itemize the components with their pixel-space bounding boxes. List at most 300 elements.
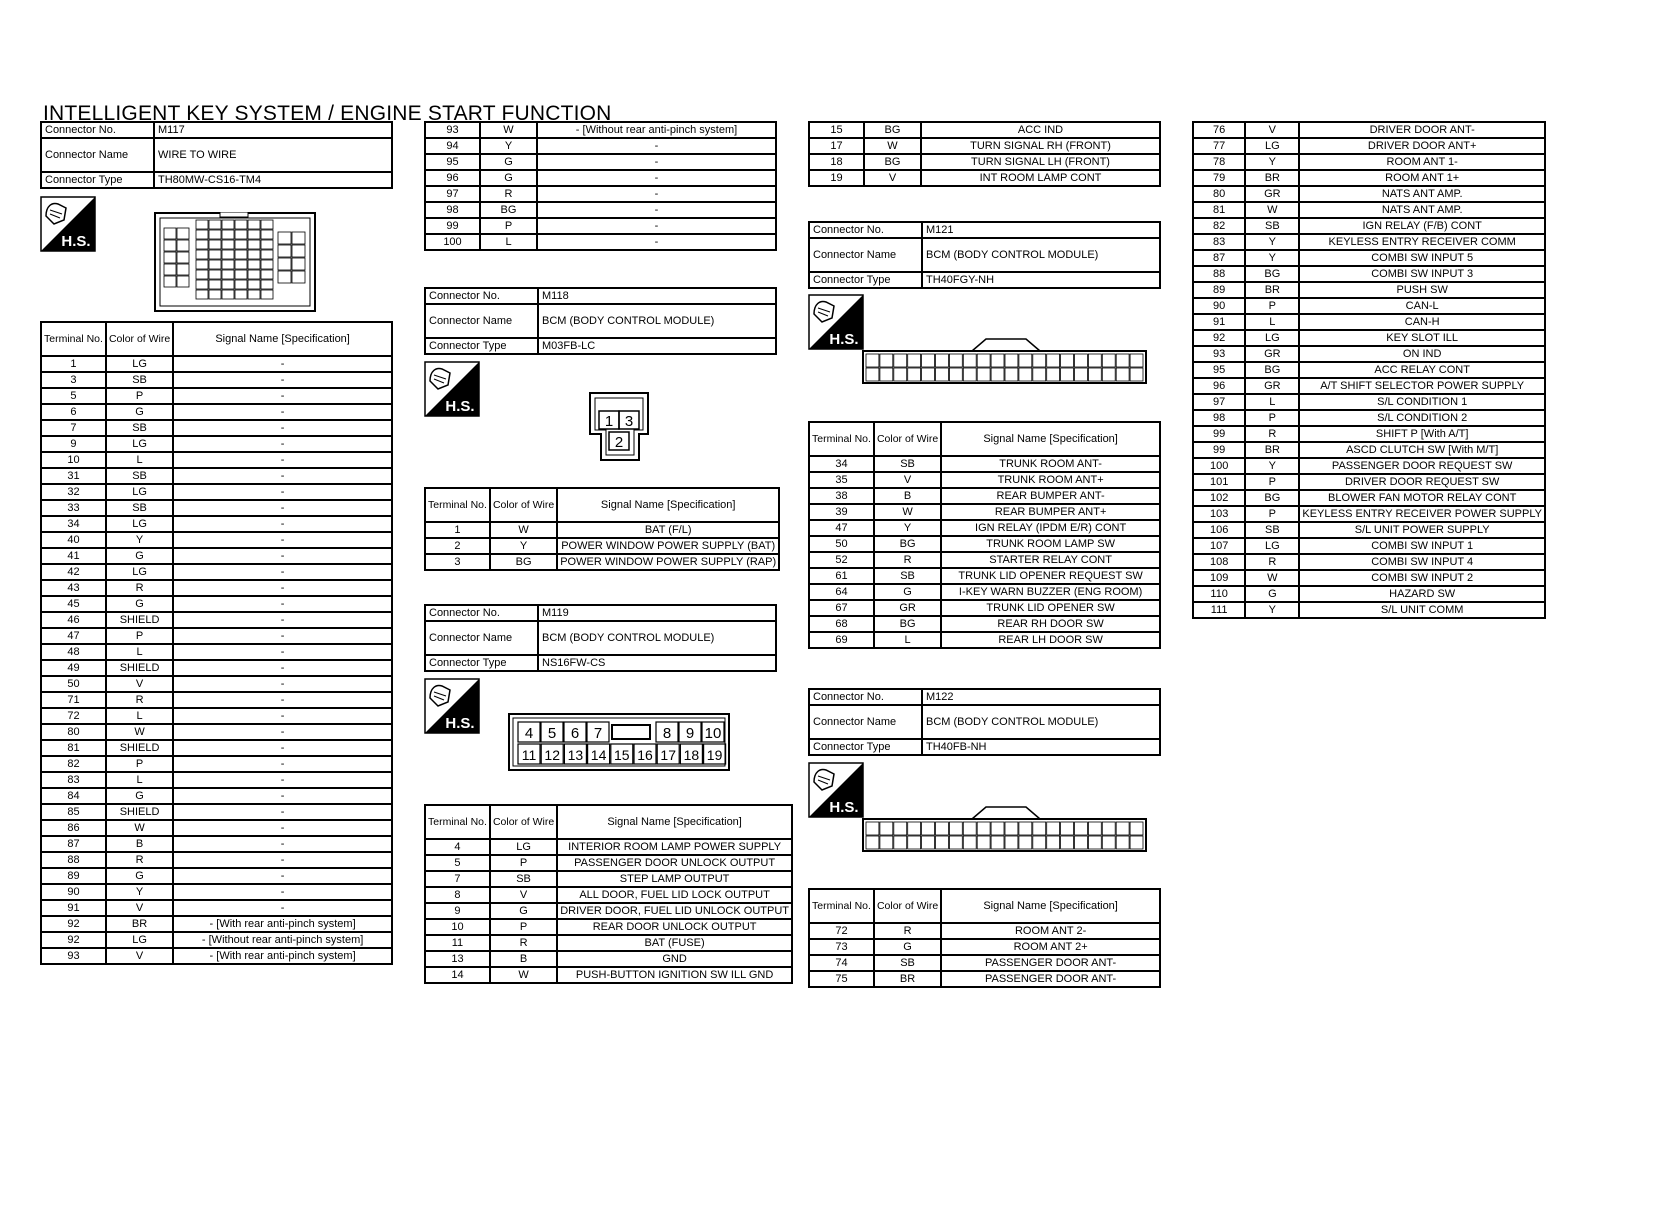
table-row: [1193, 250, 1545, 266]
terminal-no-cell: 88: [41, 852, 106, 868]
wire-color-cell: Y: [1245, 234, 1299, 250]
terminal-table-m121: [808, 421, 1161, 649]
wire-color-cell: SHIELD: [106, 660, 173, 676]
wire-color-cell: R: [874, 552, 941, 568]
wire-color-cell: P: [106, 388, 173, 404]
signal-name-cell: PUSH-BUTTON IGNITION SW ILL GND: [557, 967, 792, 983]
terminal-no-cell: 83: [1193, 234, 1245, 250]
terminal-no-cell: 7: [425, 871, 490, 887]
table-row: [41, 708, 392, 724]
wire-color-cell: V: [106, 948, 173, 964]
table-row: [425, 186, 776, 202]
wire-color-cell: GR: [1245, 378, 1299, 394]
signal-name-cell: - [With rear anti-pinch system]: [173, 916, 392, 932]
signal-name-cell: DRIVER DOOR ANT-: [1299, 122, 1545, 138]
table-row: [425, 202, 776, 218]
pin-label: 5: [547, 725, 557, 742]
wire-color-cell: LG: [1245, 538, 1299, 554]
table-row: [809, 955, 1160, 971]
wire-color-cell: P: [1245, 298, 1299, 314]
signal-name-cell: ROOM ANT 1+: [1299, 170, 1545, 186]
table-row: [41, 852, 392, 868]
terminal-no-cell: 2: [425, 538, 490, 554]
signal-name-cell: PASSENGER DOOR UNLOCK OUTPUT: [557, 855, 792, 871]
table-row: [809, 170, 1160, 186]
terminal-no-cell: 19: [809, 170, 864, 186]
signal-name-cell: IGN RELAY (IPDM E/R) CONT: [941, 520, 1160, 536]
terminal-no-cell: 87: [1193, 250, 1245, 266]
signal-name-cell: S/L UNIT COMM: [1299, 602, 1545, 618]
table-row: [1193, 154, 1545, 170]
table-row: [1193, 346, 1545, 362]
terminal-no-cell: 5: [41, 388, 106, 404]
table-row: [1193, 298, 1545, 314]
signal-name-cell: STEP LAMP OUTPUT: [557, 871, 792, 887]
pins-table: [808, 121, 1161, 187]
wire-color-cell: Y: [874, 520, 941, 536]
signal-header: Signal Name [Specification]: [173, 322, 392, 356]
wire-color-cell: SB: [106, 372, 173, 388]
signal-name-cell: ON IND: [1299, 346, 1545, 362]
terminal-no-cell: 101: [1193, 474, 1245, 490]
terminal-no-cell: 97: [425, 186, 480, 202]
wire-color-cell: V: [106, 900, 173, 916]
signal-name-cell: REAR BUMPER ANT-: [941, 488, 1160, 504]
table-row: [41, 804, 392, 820]
signal-name-cell: PASSENGER DOOR ANT-: [941, 955, 1160, 971]
wire-color-cell: B: [106, 836, 173, 852]
signal-name-cell: S/L CONDITION 1: [1299, 394, 1545, 410]
table-row: [41, 868, 392, 884]
wire-color-cell: L: [1245, 394, 1299, 410]
wire-color-cell: LG: [490, 839, 557, 855]
signal-name-cell: IGN RELAY (F/B) CONT: [1299, 218, 1545, 234]
terminal-no-cell: 34: [41, 516, 106, 532]
wire-color-cell: G: [490, 903, 557, 919]
terminal-no-cell: 99: [1193, 426, 1245, 442]
signal-name-cell: TRUNK ROOM ANT+: [941, 472, 1160, 488]
wire-color-cell: G: [874, 939, 941, 955]
color-header: Color of Wire: [490, 805, 557, 839]
connector-no-value: M119: [538, 605, 776, 621]
wire-color-cell: W: [1245, 202, 1299, 218]
table-row: [41, 532, 392, 548]
wire-color-cell: SB: [874, 955, 941, 971]
table-row: [1193, 330, 1545, 346]
terminal-no-cell: 74: [809, 955, 874, 971]
terminal-no-cell: 10: [425, 919, 490, 935]
table-row: [425, 903, 792, 919]
wire-color-cell: BG: [1245, 490, 1299, 506]
signal-name-cell: -: [173, 484, 392, 500]
table-row: [809, 122, 1160, 138]
terminal-table-m118: [424, 487, 777, 571]
wire-color-cell: P: [490, 855, 557, 871]
connector-name-label: Connector Name: [809, 238, 922, 272]
signal-name-cell: COMBI SW INPUT 3: [1299, 266, 1545, 282]
signal-name-cell: -: [537, 186, 776, 202]
terminal-no-cell: 17: [809, 138, 864, 154]
table-row: [1193, 394, 1545, 410]
table-row: [41, 692, 392, 708]
connector-no-value: M121: [922, 222, 1160, 238]
terminal-no-cell: 11: [425, 935, 490, 951]
wire-color-cell: LG: [106, 436, 173, 452]
table-row: [809, 456, 1160, 472]
table-row: [809, 600, 1160, 616]
signal-name-cell: ROOM ANT 1-: [1299, 154, 1545, 170]
signal-name-cell: -: [173, 420, 392, 436]
pins-table: [424, 804, 793, 984]
table-row: [425, 554, 779, 570]
signal-name-cell: GND: [557, 951, 792, 967]
connector-name-label: Connector Name: [809, 705, 922, 739]
wire-color-cell: Y: [1245, 250, 1299, 266]
table-row: [425, 522, 779, 538]
signal-name-cell: INT ROOM LAMP CONT: [921, 170, 1160, 186]
table-row: [1193, 314, 1545, 330]
connector-face-m122: [862, 801, 1148, 858]
table-row: [1193, 426, 1545, 442]
wire-color-cell: Y: [1245, 602, 1299, 618]
signal-name-cell: ACC RELAY CONT: [1299, 362, 1545, 378]
wire-color-cell: B: [490, 951, 557, 967]
pins-table: [1192, 121, 1546, 619]
signal-name-cell: BLOWER FAN MOTOR RELAY CONT: [1299, 490, 1545, 506]
signal-name-cell: SHIFT P [With A/T]: [1299, 426, 1545, 442]
connector-name-label: Connector Name: [425, 621, 538, 655]
terminal-no-cell: 92: [41, 932, 106, 948]
signal-name-cell: -: [537, 218, 776, 234]
wire-color-cell: BR: [1245, 442, 1299, 458]
wire-color-cell: P: [106, 628, 173, 644]
table-row: [425, 122, 776, 138]
signal-name-cell: BAT (F/L): [557, 522, 779, 538]
connector-name-value: WIRE TO WIRE: [154, 138, 392, 172]
color-header: Color of Wire: [874, 889, 941, 923]
signal-name-cell: COMBI SW INPUT 4: [1299, 554, 1545, 570]
terminal-no-cell: 50: [809, 536, 874, 552]
table-row: [41, 884, 392, 900]
signal-name-cell: ASCD CLUTCH SW [With M/T]: [1299, 442, 1545, 458]
terminal-no-cell: 82: [41, 756, 106, 772]
signal-name-cell: -: [173, 628, 392, 644]
table-row: [41, 468, 392, 484]
terminal-no-cell: 4: [425, 839, 490, 855]
table-row: [809, 971, 1160, 987]
wire-color-cell: P: [480, 218, 537, 234]
signal-name-cell: PASSENGER DOOR REQUEST SW: [1299, 458, 1545, 474]
pin-label: 4: [524, 725, 534, 742]
table-row: [41, 436, 392, 452]
terminal-no-cell: 95: [1193, 362, 1245, 378]
wire-color-cell: L: [480, 234, 537, 250]
terminal-no-cell: 1: [41, 356, 106, 372]
signal-name-cell: ALL DOOR, FUEL LID LOCK OUTPUT: [557, 887, 792, 903]
table-row: [41, 580, 392, 596]
signal-name-cell: -: [173, 500, 392, 516]
terminal-no-cell: 14: [425, 967, 490, 983]
wire-color-cell: SB: [874, 456, 941, 472]
table-row: [425, 218, 776, 234]
wire-color-cell: V: [874, 472, 941, 488]
table-row: [41, 500, 392, 516]
connector-type-label: Connector Type: [425, 338, 538, 354]
table-row: [41, 820, 392, 836]
table-row: [41, 548, 392, 564]
terminal-no-cell: 10: [41, 452, 106, 468]
connector-name-value: BCM (BODY CONTROL MODULE): [538, 304, 776, 338]
terminal-no-cell: 47: [809, 520, 874, 536]
terminal-no-cell: 32: [41, 484, 106, 500]
signal-name-cell: -: [173, 372, 392, 388]
connector-face-m119: [508, 713, 730, 776]
table-row: [1193, 186, 1545, 202]
signal-name-cell: ACC IND: [921, 122, 1160, 138]
table-row: [1193, 378, 1545, 394]
terminal-no-cell: 83: [41, 772, 106, 788]
table-row: [1193, 490, 1545, 506]
connector-type-value: NS16FW-CS: [538, 655, 776, 671]
table-row: [1193, 234, 1545, 250]
wire-color-cell: W: [874, 504, 941, 520]
wire-color-cell: SB: [1245, 218, 1299, 234]
wire-color-cell: R: [480, 186, 537, 202]
connector-info-m119: [424, 604, 777, 672]
terminal-no-cell: 9: [425, 903, 490, 919]
pin-2: 2: [614, 434, 624, 451]
signal-name-cell: -: [173, 804, 392, 820]
terminal-no-cell: 33: [41, 500, 106, 516]
table-row: [809, 923, 1160, 939]
terminal-no-cell: 64: [809, 584, 874, 600]
table-row: [809, 138, 1160, 154]
pin-3: 3: [624, 413, 634, 430]
pin-label: 14: [590, 747, 607, 763]
table-row: [41, 836, 392, 852]
terminal-no-cell: 87: [41, 836, 106, 852]
table-row: [41, 372, 392, 388]
signal-name-cell: -: [537, 202, 776, 218]
terminal-no-cell: 80: [1193, 186, 1245, 202]
signal-name-cell: -: [173, 836, 392, 852]
table-row: [41, 388, 392, 404]
connector-no-value: M117: [154, 122, 392, 138]
connector-face-m118: [589, 392, 651, 467]
table-row: [1193, 538, 1545, 554]
terminal-table-m119: [424, 804, 789, 984]
terminal-no-cell: 95: [425, 154, 480, 170]
wire-color-cell: SB: [490, 871, 557, 887]
wire-color-cell: R: [874, 923, 941, 939]
table-row: [41, 404, 392, 420]
terminal-no-header: Terminal No.: [41, 322, 106, 356]
pin-label: 13: [567, 747, 584, 763]
table-row: [41, 788, 392, 804]
signal-name-cell: -: [173, 532, 392, 548]
signal-name-cell: -: [537, 170, 776, 186]
signal-name-cell: -: [173, 644, 392, 660]
connector-type-label: Connector Type: [41, 172, 154, 188]
terminal-no-cell: 93: [425, 122, 480, 138]
table-row: [1193, 266, 1545, 282]
wire-color-cell: SB: [106, 420, 173, 436]
connector-no-label: Connector No.: [809, 689, 922, 705]
signal-header: Signal Name [Specification]: [941, 889, 1160, 923]
wire-color-cell: R: [106, 580, 173, 596]
wire-color-cell: SB: [106, 468, 173, 484]
terminal-no-cell: 40: [41, 532, 106, 548]
terminal-no-cell: 67: [809, 600, 874, 616]
terminal-no-cell: 91: [1193, 314, 1245, 330]
terminal-no-cell: 92: [1193, 330, 1245, 346]
signal-name-cell: DRIVER DOOR, FUEL LID UNLOCK OUTPUT: [557, 903, 792, 919]
signal-name-cell: - [With rear anti-pinch system]: [173, 948, 392, 964]
terminal-no-cell: 15: [809, 122, 864, 138]
terminal-no-cell: 50: [41, 676, 106, 692]
table-row: [41, 628, 392, 644]
signal-name-cell: ROOM ANT 2-: [941, 923, 1160, 939]
table-row: [425, 538, 779, 554]
signal-name-cell: KEYLESS ENTRY RECEIVER POWER SUPPLY: [1299, 506, 1545, 522]
table-row: [425, 839, 792, 855]
wire-color-cell: SB: [1245, 522, 1299, 538]
table-row: [425, 887, 792, 903]
connector-type-value: M03FB-LC: [538, 338, 776, 354]
terminal-no-cell: 103: [1193, 506, 1245, 522]
wire-color-cell: G: [874, 584, 941, 600]
terminal-no-cell: 77: [1193, 138, 1245, 154]
wire-color-cell: SHIELD: [106, 804, 173, 820]
signal-name-cell: -: [173, 548, 392, 564]
pin-label: 10: [704, 725, 722, 742]
terminal-no-cell: 79: [1193, 170, 1245, 186]
terminal-no-cell: 88: [1193, 266, 1245, 282]
terminal-no-cell: 81: [1193, 202, 1245, 218]
wire-color-cell: G: [106, 596, 173, 612]
connector-name-value: BCM (BODY CONTROL MODULE): [538, 621, 776, 655]
connector-no-value: M122: [922, 689, 1160, 705]
terminal-no-cell: 38: [809, 488, 874, 504]
signal-name-cell: -: [537, 138, 776, 154]
wire-color-cell: BG: [864, 154, 921, 170]
signal-name-cell: TURN SIGNAL LH (FRONT): [921, 154, 1160, 170]
wire-color-cell: L: [106, 772, 173, 788]
signal-name-cell: REAR RH DOOR SW: [941, 616, 1160, 632]
signal-name-cell: PASSENGER DOOR ANT-: [941, 971, 1160, 987]
wire-color-cell: Y: [1245, 458, 1299, 474]
terminal-no-cell: 102: [1193, 490, 1245, 506]
terminal-no-cell: 100: [1193, 458, 1245, 474]
terminal-no-cell: 61: [809, 568, 874, 584]
wire-color-cell: R: [106, 852, 173, 868]
wire-color-cell: R: [106, 692, 173, 708]
wire-color-cell: G: [106, 548, 173, 564]
signal-name-cell: POWER WINDOW POWER SUPPLY (RAP): [557, 554, 779, 570]
table-row: [1193, 170, 1545, 186]
connector-face-m121: [862, 333, 1148, 390]
table-row: [41, 660, 392, 676]
signal-name-cell: -: [173, 692, 392, 708]
signal-name-cell: -: [173, 516, 392, 532]
terminal-no-cell: 71: [41, 692, 106, 708]
pin-label: 19: [706, 747, 723, 763]
wire-color-cell: BG: [480, 202, 537, 218]
wire-color-cell: G: [480, 170, 537, 186]
wire-color-cell: Y: [1245, 154, 1299, 170]
wire-color-cell: P: [1245, 506, 1299, 522]
wire-color-cell: SHIELD: [106, 740, 173, 756]
table-row: [41, 900, 392, 916]
terminal-no-cell: 93: [1193, 346, 1245, 362]
signal-name-cell: KEYLESS ENTRY RECEIVER COMM: [1299, 234, 1545, 250]
wire-color-cell: W: [106, 724, 173, 740]
signal-name-cell: BAT (FUSE): [557, 935, 792, 951]
hs-icon: [424, 678, 480, 734]
signal-name-cell: NATS ANT AMP.: [1299, 186, 1545, 202]
color-header: Color of Wire: [874, 422, 941, 456]
wire-color-cell: BR: [1245, 282, 1299, 298]
table-row: [425, 138, 776, 154]
terminal-no-cell: 85: [41, 804, 106, 820]
connector-type-value: TH80MW-CS16-TM4: [154, 172, 392, 188]
signal-header: Signal Name [Specification]: [941, 422, 1160, 456]
wire-color-cell: BG: [864, 122, 921, 138]
terminal-no-cell: 90: [41, 884, 106, 900]
connector-type-label: Connector Type: [809, 739, 922, 755]
connector-no-label: Connector No.: [41, 122, 154, 138]
signal-name-cell: DRIVER DOOR REQUEST SW: [1299, 474, 1545, 490]
table-row: [1193, 282, 1545, 298]
table-row: [41, 644, 392, 660]
terminal-no-cell: 107: [1193, 538, 1245, 554]
wire-color-cell: G: [480, 154, 537, 170]
signal-name-cell: I-KEY WARN BUZZER (ENG ROOM): [941, 584, 1160, 600]
terminal-no-cell: 98: [425, 202, 480, 218]
signal-name-cell: -: [173, 388, 392, 404]
hs-icon: [40, 196, 96, 252]
terminal-no-cell: 68: [809, 616, 874, 632]
connector-info-m118: [424, 287, 777, 355]
wire-color-cell: LG: [106, 516, 173, 532]
signal-name-cell: -: [537, 234, 776, 250]
terminal-no-cell: 1: [425, 522, 490, 538]
terminal-no-cell: 99: [425, 218, 480, 234]
signal-name-cell: NATS ANT AMP.: [1299, 202, 1545, 218]
pins-table: [808, 888, 1161, 988]
table-row: [809, 520, 1160, 536]
signal-name-cell: -: [173, 452, 392, 468]
signal-header: Signal Name [Specification]: [557, 805, 792, 839]
connector-face-m117: [154, 212, 316, 317]
signal-name-cell: -: [173, 436, 392, 452]
terminal-no-cell: 48: [41, 644, 106, 660]
wire-color-cell: G: [106, 788, 173, 804]
pin-label: 16: [637, 747, 653, 763]
table-row: [41, 356, 392, 372]
signal-name-cell: -: [173, 884, 392, 900]
signal-name-cell: TRUNK ROOM LAMP SW: [941, 536, 1160, 552]
wire-color-cell: P: [490, 919, 557, 935]
wire-color-cell: W: [490, 522, 557, 538]
signal-name-cell: S/L CONDITION 2: [1299, 410, 1545, 426]
pin-label: 6: [570, 725, 580, 742]
wire-color-cell: W: [490, 967, 557, 983]
wire-color-cell: LG: [1245, 330, 1299, 346]
wire-color-cell: SB: [106, 500, 173, 516]
signal-name-cell: CAN-H: [1299, 314, 1545, 330]
table-row: [809, 939, 1160, 955]
